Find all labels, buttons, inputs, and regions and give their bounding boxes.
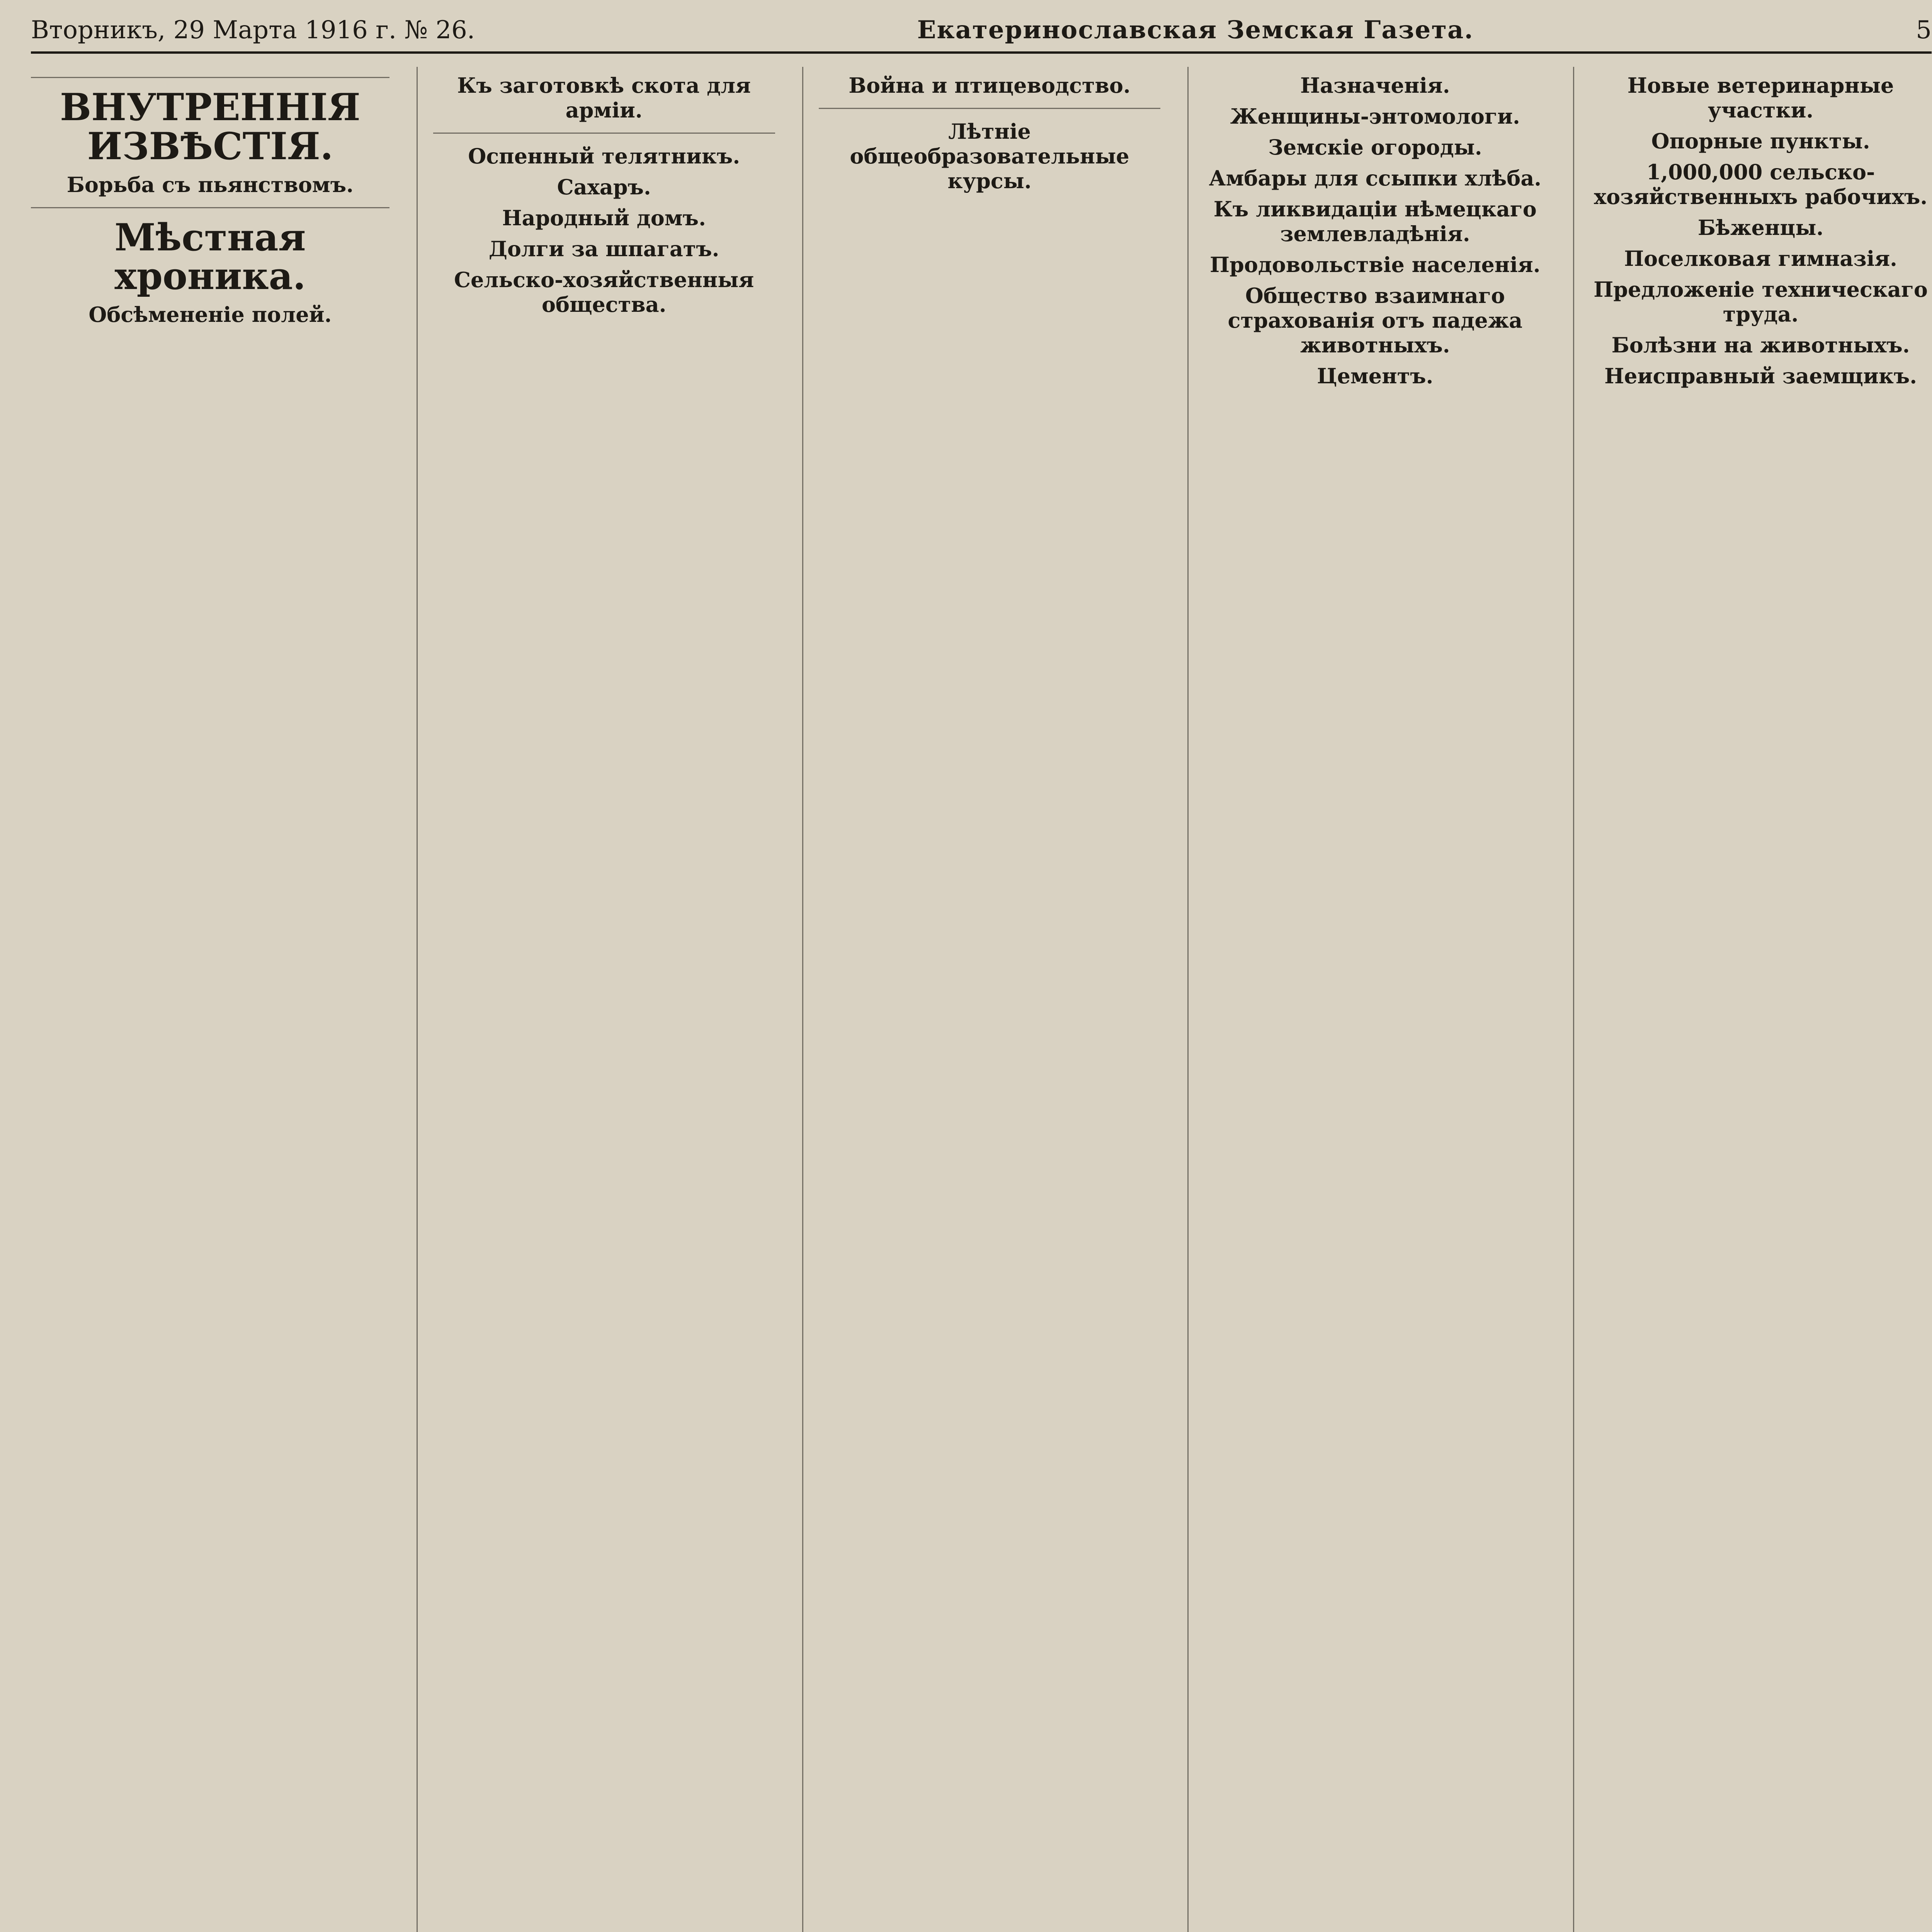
heading-c4-1: Назначенія.: [1300, 73, 1450, 98]
heading-c4-8: Цементъ.: [1317, 364, 1434, 388]
heading-c4-3: Земскіе огороды.: [1268, 135, 1482, 160]
heading-c4-4: Амбары для ссыпки хлѣба.: [1209, 166, 1542, 190]
column-1: [31, 67, 389, 1932]
heading-c2-2: Оспенный телятникъ.: [468, 144, 740, 168]
heading-c5-6: Предложеніе техническаго труда.: [1594, 277, 1928, 327]
heading-c5-7: Болѣзни на животныхъ.: [1611, 333, 1910, 357]
heading-c5-1: Новые ветеринарные участки.: [1627, 73, 1894, 122]
column-rule: [31, 77, 389, 78]
column-rule: [819, 108, 1161, 109]
heading-c2-4: Народный домъ.: [502, 206, 706, 230]
heading-c5-8: Неисправный заемщикъ.: [1604, 364, 1917, 388]
heading-c3-1: Война и птицеводство.: [849, 73, 1131, 98]
column-rule: [31, 207, 389, 208]
page-number: 5: [1916, 16, 1932, 44]
masthead-date: Вторникъ, 29 Марта 1916 г. № 26.: [31, 16, 475, 44]
column-4: [1187, 67, 1546, 1932]
heading-c2-3: Сахаръ.: [557, 175, 651, 199]
heading-c4-5: Къ ликвидаціи нѣмецкаго землевладѣнія.: [1213, 197, 1537, 246]
section-vnutrennie: ВНУТРЕННІЯ ИЗВѢСТІЯ.: [60, 85, 361, 168]
section-borba: Борьба съ пьянствомъ.: [66, 172, 354, 197]
heading-c2-6: Сельско-хозяйственныя общества.: [454, 267, 754, 317]
heading-c2-1: Къ заготовкѣ скота для арміи.: [457, 73, 751, 122]
heading-c5-4: Бѣженцы.: [1697, 215, 1824, 240]
heading-c5-2: Опорные пункты.: [1651, 129, 1870, 153]
masthead-title: Екатеринославская Земская Газета.: [917, 15, 1474, 44]
heading-c2-5: Долги за шпагатъ.: [488, 236, 719, 261]
column-2: [417, 67, 775, 1932]
heading-c3-2: Лѣтніе общеобразовательные курсы.: [850, 119, 1129, 193]
section-mestnaya: Мѣстная хроника.: [114, 215, 306, 298]
columns: [31, 67, 1932, 1932]
column-5: [1573, 67, 1932, 1932]
heading-c4-7: Общество взаимнаго страхованія отъ падежа животныхъ.: [1228, 283, 1523, 357]
heading-c4-6: Продовольствіе населенія.: [1210, 252, 1541, 277]
heading-c4-2: Женщины-энтомологи.: [1230, 104, 1520, 129]
masthead: [31, 15, 1932, 54]
section-obsemenenie: Обсѣмененіе полей.: [88, 302, 332, 327]
column-3: [802, 67, 1161, 1932]
heading-c5-3: 1,000,000 сельско-хозяйственныхъ рабочихъ.: [1594, 160, 1928, 209]
heading-c5-5: Поселковая гимназія.: [1624, 246, 1897, 271]
column-rule: [433, 133, 775, 134]
